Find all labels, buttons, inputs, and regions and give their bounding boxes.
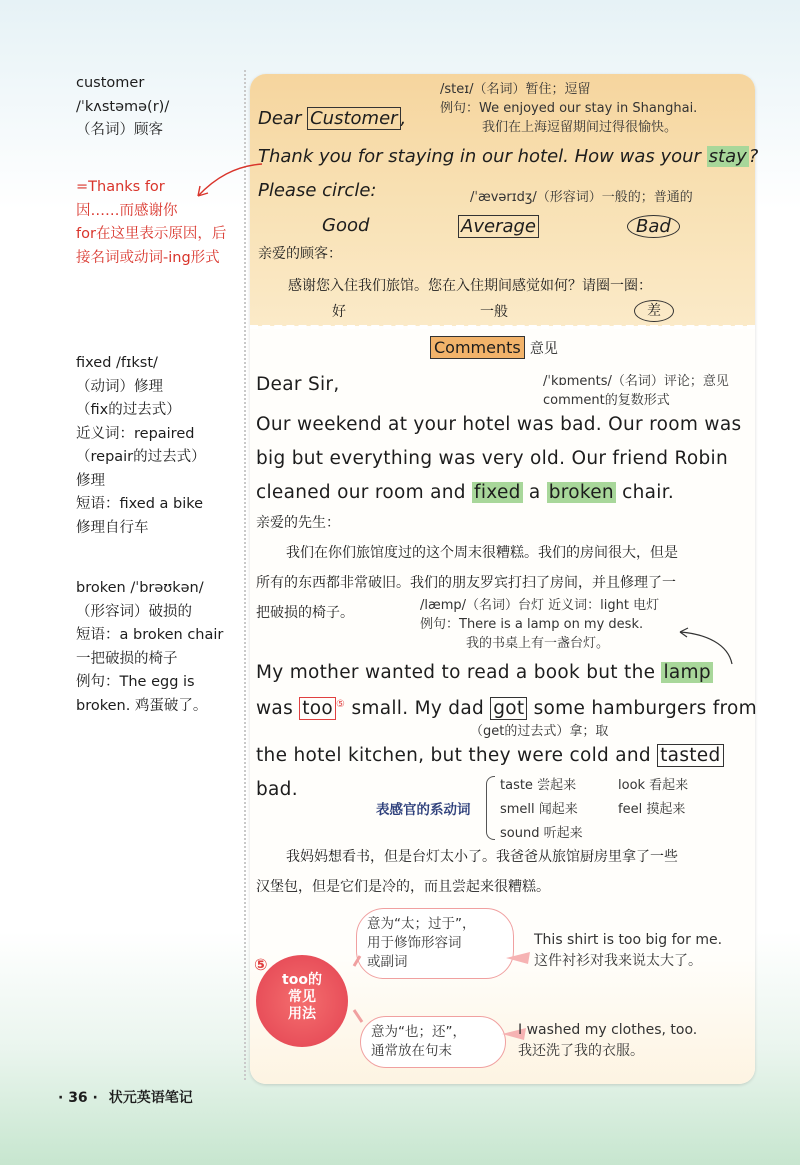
p1-line3-a: cleaned our room and — [256, 482, 466, 503]
please-circle: Please circle: — [258, 180, 377, 201]
meaning-customer: （名词）顾客 — [76, 122, 163, 138]
usage-1-line3: 或副词 — [367, 954, 408, 970]
option-bad: Bad — [627, 215, 680, 238]
thanks-text: Thank you for staying in our hotel. How was your — [258, 146, 701, 167]
paragraph-1 — [256, 408, 741, 510]
form-cn-average: 一般 — [480, 304, 508, 320]
sense-sound: sound 听起来 — [500, 826, 583, 841]
average-note: /ˈævərɪdʒ/（形容词）一般的；普通的 — [470, 190, 693, 205]
p2-line1-a: My mother wanted to read a book but the — [256, 662, 656, 683]
form-cn-good: 好 — [332, 304, 346, 320]
senses-brace — [486, 776, 495, 840]
comments-note-phonetic: /ˈkɒments/（名词）评论；意见 — [543, 374, 729, 389]
broken-l4: 例句：The egg is — [76, 674, 195, 690]
customer-word: Customer — [307, 107, 400, 130]
sidebar-customer — [76, 72, 169, 143]
paragraph-2-line1 — [256, 662, 713, 683]
cn-paragraph-2 — [256, 842, 678, 902]
sense-taste: taste 尝起来 — [500, 778, 577, 793]
comments-note-plural: comment的复数形式 — [543, 393, 670, 408]
usage-1-line2: 用于修饰形容词 — [367, 935, 462, 951]
too-usage-title2: 常见 — [288, 989, 316, 1005]
lamp-note-example-cn: 我的书桌上有一盏台灯。 — [466, 636, 610, 651]
paragraph-2-line4: bad. — [256, 779, 298, 800]
fixed-l7: 修理自行车 — [76, 519, 149, 536]
paragraph-2-line3 — [256, 745, 724, 766]
fixed-head: fixed /fɪkst/ — [76, 355, 158, 371]
lamp-note-example-en: 例句：There is a lamp on my desk. — [420, 617, 644, 632]
comments-word: Comments — [430, 336, 525, 359]
broken-l3: 一把破损的椅子 — [76, 650, 178, 667]
broken-head: broken /ˈbrəʊkən/ — [76, 580, 204, 596]
dear-text: Dear — [258, 108, 302, 129]
form-cn-dear: 亲爱的顾客： — [258, 246, 342, 262]
page-number: · 36 · — [58, 1090, 98, 1106]
p2-small: small. My dad — [351, 698, 485, 719]
book-title: 状元英语笔记 — [108, 1090, 193, 1106]
broken-word: broken — [548, 482, 614, 503]
usage-2-line1: 意为“也；还”， — [371, 1024, 466, 1040]
stay-note-phonetic: /steɪ/（名词）暂住；逗留 — [440, 82, 591, 97]
thanks-note-line3: for在这里表示原因，后 — [76, 226, 227, 242]
usage-1-example — [534, 930, 722, 972]
too-marker: ⑤ — [336, 698, 346, 710]
sidebar-divider — [244, 70, 246, 1080]
phonetic-customer: /ˈkʌstəmə(r)/ — [76, 98, 170, 115]
got-word: got — [490, 697, 527, 720]
lamp-note — [420, 596, 659, 653]
p1-line3 — [256, 476, 741, 510]
cn-p1-line2: 所有的东西都非常破旧。我们的朋友罗宾打扫了房间，并且修理了一 — [256, 575, 676, 591]
broken-l2: 短语：a broken chair — [76, 627, 224, 643]
usage-1-example-cn: 这件衬衫对我来说太大了。 — [534, 953, 702, 969]
sense-look: look 看起来 — [618, 778, 689, 793]
too-usage-number: ⑤ — [254, 955, 268, 974]
senses-label: 表感官的系动词 — [376, 802, 471, 818]
p1-line2: big but everything was very old. Our friend Robin — [256, 448, 728, 469]
sidebar-broken — [76, 577, 223, 718]
dear-sir: Dear Sir, — [256, 374, 340, 395]
cn-dear-sir: 亲爱的先生： — [256, 515, 340, 531]
fixed-l1: （动词）修理 — [76, 378, 163, 395]
paragraph-2-line2 — [256, 698, 757, 719]
fixed-l6: 短语：fixed a bike — [76, 496, 204, 512]
usage-2-line2: 通常放在句末 — [371, 1043, 452, 1059]
stay-note-example-en: 例句：We enjoyed our stay in Shanghai. — [440, 101, 698, 116]
usage-2-example-cn: 我还洗了我的衣服。 — [518, 1043, 644, 1059]
usage-1-example-en: This shirt is too big for me. — [534, 932, 723, 948]
word-customer: customer — [76, 75, 145, 91]
greeting-comma: , — [400, 108, 407, 129]
too-usage-title3: 用法 — [288, 1006, 316, 1022]
form-cn-thanks: 感谢您入住我们旅馆。您在入住期间感觉如何？请圈一圈： — [288, 278, 652, 294]
fixed-l5: 修理 — [76, 472, 105, 489]
too-word: too — [299, 697, 336, 720]
broken-l1: （形容词）破损的 — [76, 603, 192, 620]
cn-p1-line3: 把破损的椅子。 — [256, 605, 354, 621]
stay-note — [440, 80, 750, 137]
sidebar-fixed — [76, 352, 206, 540]
too-usage-title1: too的 — [282, 972, 322, 988]
fixed-word: fixed — [474, 482, 521, 503]
usage-2-example — [518, 1020, 697, 1062]
p1-line1: Our weekend at your hotel was bad. Our room was — [256, 414, 742, 435]
stay-note-example-cn: 我们在上海逗留期间过得很愉快。 — [482, 120, 678, 135]
broken-l5: broken. 鸡蛋破了。 — [76, 697, 208, 714]
comments-note — [543, 372, 729, 410]
sense-feel: feel 摸起来 — [618, 802, 686, 817]
option-good: Good — [322, 215, 370, 236]
stay-word: stay — [708, 146, 747, 167]
cn-p1-line1: 我们在你们旅馆度过的这个周末很糟糕。我们的房间很大，但是 — [286, 545, 678, 561]
p1-line3-b: a — [528, 482, 541, 503]
thanks-note-line4: 接名词或动词-ing形式 — [76, 249, 220, 266]
got-note: （get的过去式）拿；取 — [470, 724, 609, 739]
lamp-note-phonetic: /læmp/（名词）台灯 近义词：light 电灯 — [420, 598, 660, 613]
comments-cn: 意见 — [529, 341, 558, 357]
cn-p2-line2: 汉堡包，但是它们是冷的，而且尝起来很糟糕。 — [256, 879, 550, 895]
form-thanks-line — [258, 146, 758, 167]
p1-line3-c: chair. — [622, 482, 675, 503]
fixed-l3: 近义词：repaired — [76, 425, 195, 442]
form-greeting — [258, 108, 406, 129]
thanks-note-line1: =Thanks for — [76, 179, 165, 195]
sense-smell: smell 闻起来 — [500, 802, 578, 817]
form-cn-bad: 差 — [634, 300, 674, 322]
fixed-l2: （fix的过去式） — [76, 402, 181, 418]
footer — [58, 1087, 193, 1107]
thanks-note-line2: 因……而感谢你 — [76, 202, 178, 219]
p2-was: was — [256, 698, 294, 719]
cn-p2-line1: 我妈妈想看书，但是台灯太小了。我爸爸从旅馆厨房里拿了一些 — [286, 849, 678, 865]
comments-title — [430, 338, 558, 358]
lamp-arrow-icon — [676, 626, 736, 666]
fixed-l4: （repair的过去式） — [76, 449, 206, 465]
thanks-qmark: ? — [748, 146, 759, 167]
lamp-word: lamp — [663, 662, 711, 683]
option-average: Average — [458, 215, 539, 238]
usage-2-example-en: I washed my clothes, too. — [518, 1022, 698, 1038]
p2-line3-a: the hotel kitchen, but they were cold and — [256, 745, 651, 766]
usage-1-line1: 意为“太；过于”， — [367, 916, 476, 932]
p2-rest: some hamburgers from — [533, 698, 757, 719]
tasted-word: tasted — [657, 744, 723, 767]
usage-arrows-icon — [330, 930, 540, 1050]
